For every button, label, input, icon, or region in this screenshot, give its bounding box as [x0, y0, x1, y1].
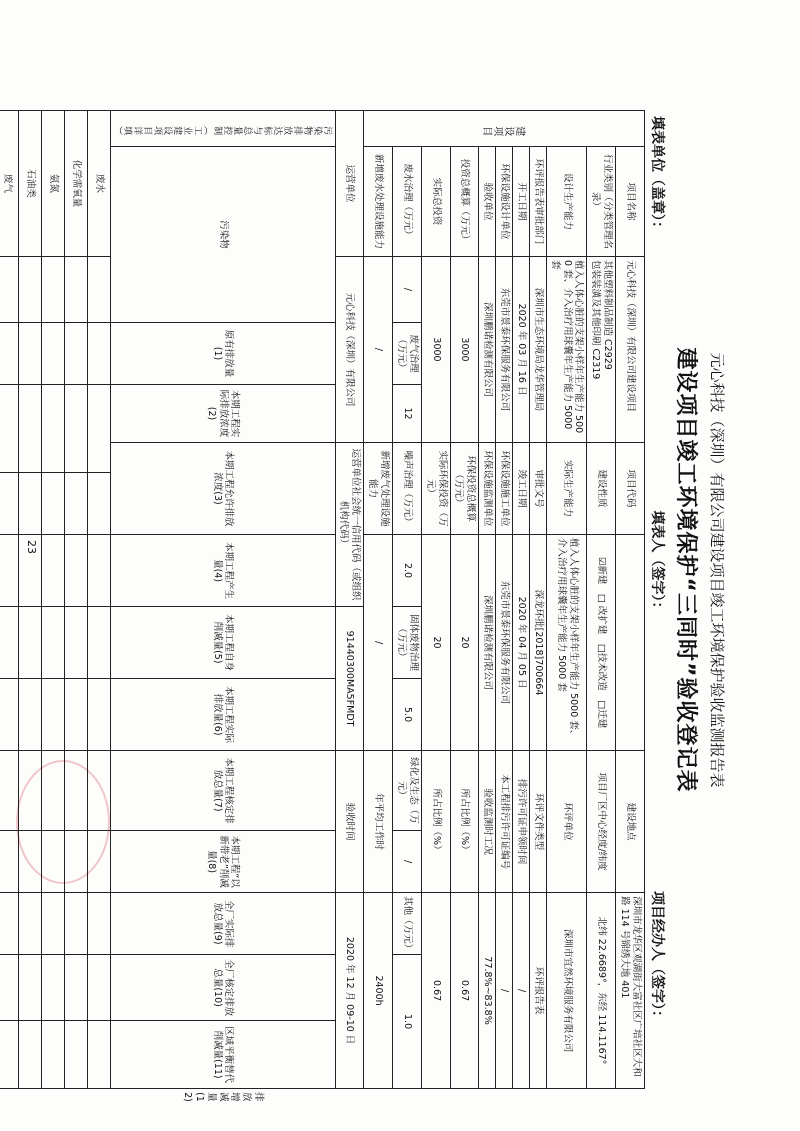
pollutant-value: [0, 535, 18, 607]
pollutant-value: [87, 385, 110, 473]
pollutant-value: [0, 831, 18, 893]
label-design-unit: 环保设施设计单位: [496, 147, 513, 257]
pollutant-value: [0, 955, 18, 1021]
col-head-6: 本期工程实际排放量(6): [110, 679, 335, 751]
value-check-date: 2020 年 12 月 09-10 日: [335, 893, 364, 1089]
pollutant-value: [87, 955, 110, 1021]
label-other-treatment: 其他（万元）: [393, 893, 422, 955]
pollutant-value: [64, 893, 87, 955]
label-env-investment: 环保投资总概算（万元）: [450, 443, 479, 535]
pollutant-value: [87, 607, 110, 679]
label-new-gas-capacity: 新增废气处理设施能力: [364, 443, 393, 535]
form-title: 建设项目竣工环境保护“三同时”验收登记表: [673, 347, 698, 793]
pollutant-value: [87, 751, 110, 831]
row-capacity: [546, 111, 587, 1089]
pollutant-value: [41, 473, 64, 535]
pollutant-value: [64, 831, 87, 893]
pollutant-value: [18, 679, 41, 751]
pollutant-value: [0, 473, 18, 535]
col-head-pollutant: 污染物: [110, 147, 335, 323]
value-eia-type: 环评报告表: [530, 893, 547, 1089]
value-credit-code: 91440300MA5FMDT: [335, 607, 364, 751]
value-actual-capacity: 植入人体心脏的支架小样年生产能力 5000 套、介入治疗用球囊年生产能力 5000 套: [546, 535, 587, 751]
label-check-unit: 验收单位: [479, 147, 496, 257]
label-build-unit: 环保设施施工单位: [496, 443, 513, 535]
col-head-3: 本期工程允许排放浓度(3): [110, 443, 335, 535]
row-approval: [530, 111, 547, 1089]
pollutant-row: [0, 111, 18, 1089]
value-annual-hours: 2400h: [364, 893, 393, 1089]
pollutant-value: [64, 323, 87, 385]
value-permit-time: /: [513, 893, 530, 1089]
pollutant-value: [0, 679, 18, 751]
label-actual-ratio: 所占比例（%）: [421, 751, 450, 893]
pollutant-value: [0, 1021, 18, 1089]
pollutant-value: [0, 323, 18, 385]
pollutant-name: 石油类: [18, 111, 41, 257]
value-completion-date: 2020 年 04 月 05 日: [513, 535, 530, 751]
label-actual-capacity: 实际生产能力: [546, 443, 587, 535]
row-start-date: [513, 111, 530, 1089]
row-check-unit: [479, 111, 496, 1089]
label-approval-dept: 环评报告表审批部门: [530, 147, 547, 257]
value-total-investment: 3000: [450, 257, 479, 443]
pollutant-value: [41, 955, 64, 1021]
pollutant-value: [0, 257, 18, 323]
pollutant-value: [41, 257, 64, 323]
label-approval-doc: 审批文号: [530, 443, 547, 535]
label-permit-time: 排污许可证申领时间: [513, 751, 530, 893]
value-monitor-unit: 深圳鹏诺检测有限公司: [479, 535, 496, 751]
value-other-treatment: 1.0: [393, 955, 422, 1089]
pollutant-name: 废气: [0, 111, 18, 257]
label-annual-hours: 年平均工作时: [364, 751, 393, 893]
label-design-capacity: 设计生产能力: [546, 147, 587, 257]
row-new-capacity: [364, 111, 393, 1089]
value-water-treatment: /: [393, 257, 422, 323]
value-new-gas-capacity: /: [364, 535, 393, 751]
value-permit-number: /: [496, 893, 513, 1089]
pollutant-value: [18, 323, 41, 385]
fill-person-label: 填表人（签字）：: [649, 510, 665, 616]
pollutant-value: [18, 893, 41, 955]
value-solid-treatment: 5.0: [393, 679, 422, 751]
value-project-name: 元心科技（深圳）有限公司建设项目: [616, 257, 645, 443]
value-approval-dept: 深圳市生态环境局龙华管理局: [530, 257, 547, 443]
pollutant-value: [18, 607, 41, 679]
label-green-treatment: 绿化及生态（万元）: [393, 751, 422, 831]
value-site: 深圳市龙华区观湖街大富社区广培社区大和路 114 号锦绣大地 401: [616, 893, 645, 1089]
value-design-unit: 东莞市景泰环保服务有限公司: [496, 257, 513, 443]
label-credit-code: 运营单位社会统一信用代码（或组织机构代码）: [335, 443, 364, 607]
row-project-name: [616, 111, 645, 1089]
label-industry: 行业类别（分类管理名录）: [587, 147, 616, 257]
col-head-7: 本期工程核定排放总量(7): [110, 751, 335, 831]
value-center-coord: 北纬 22.6689°，东经 114.1167°: [587, 893, 616, 1089]
row-design-unit: [496, 111, 513, 1089]
value-operator: 元心科技（深圳）有限公司: [335, 257, 364, 443]
value-actual-env-investment: 20: [421, 535, 450, 751]
value-design-capacity: 植入人体心脏的支架小样年生产能力 5000 套、介入治疗用球囊年生产能力 5000 套: [546, 257, 587, 443]
pollutant-name: 氨氮: [41, 111, 64, 257]
label-nature: 建设性质: [587, 443, 616, 535]
pollutant-value: [64, 257, 87, 323]
pollutant-value: [64, 607, 87, 679]
pollutant-value: [87, 473, 110, 535]
pollutant-value: [0, 607, 18, 679]
value-check-unit: 深圳鹏诺检测有限公司: [479, 257, 496, 443]
pollutant-value: [87, 679, 110, 751]
pollutant-value: [87, 1021, 110, 1089]
signer-row: [648, 110, 668, 1030]
pollutant-value: [41, 535, 64, 607]
registration-table: [0, 110, 645, 1102]
label-eia-type: 环评文件类型: [530, 751, 547, 893]
label-eia-unit: 环评单位: [546, 751, 587, 893]
fill-unit-label: 填表单位（盖章）：: [649, 116, 665, 235]
pollutant-name: 化学需氧量: [64, 111, 87, 257]
value-start-date: 2020 年 03 月 16 日: [513, 257, 530, 443]
value-build-unit: 东莞市景泰环保服务有限公司: [496, 535, 513, 751]
label-total-investment: 投资总概算（万元）: [450, 147, 479, 257]
label-check-date: 验收时间: [335, 751, 364, 893]
section-label-pollution: 污染物排放达标与总量控制（工业建设项目详填）: [110, 111, 335, 147]
col-head-2: 本期工程实际排放浓度(2): [110, 385, 335, 443]
row-treatment: [393, 111, 422, 1089]
pollutant-value: [0, 893, 18, 955]
label-new-water-capacity: 新增废水处理设施能力: [364, 147, 393, 257]
label-ratio: 所占比例（%）: [450, 751, 479, 893]
pollutant-value: [64, 385, 87, 473]
section-label-construction: 建设项目: [364, 111, 645, 147]
pollutant-value: [64, 1021, 87, 1089]
project-manager-label: 项目经办人（签字）：: [649, 891, 665, 1024]
value-approval-doc: 深龙环批[2018]700664: [530, 535, 547, 751]
value-actual-investment: 3000: [421, 257, 450, 443]
pollutant-value: [41, 323, 64, 385]
value-industry: 其他塑料制品制造 C2929 包装装潢及其他印刷 C2319: [587, 257, 616, 443]
pollutant-value: [18, 473, 41, 535]
value-actual-ratio: 0.67: [421, 893, 450, 1089]
pollutant-value: [64, 955, 87, 1021]
col-head-11: 区域平衡替代削减量(11): [110, 1021, 335, 1089]
pollutant-value: [87, 893, 110, 955]
label-noise-treatment: 噪声治理（万元）: [393, 443, 422, 535]
pollutant-name: 废水: [87, 111, 110, 257]
pollutant-value: [64, 535, 87, 607]
pollutant-value: [18, 257, 41, 323]
pollutant-value: [41, 1021, 64, 1089]
pollutant-value: [41, 893, 64, 955]
pollutant-row: [41, 111, 64, 1089]
value-env-investment: 20: [450, 535, 479, 751]
pollutant-value: [87, 535, 110, 607]
label-start-date: 开工日期: [513, 147, 530, 257]
pollutant-value: [64, 473, 87, 535]
label-monitor-unit: 环保设施监测单位: [479, 443, 496, 535]
label-site: 建设地点: [616, 751, 645, 893]
label-air-treatment: 废气治理（万元）: [393, 323, 422, 385]
pollutant-value: [41, 831, 64, 893]
pollutant-value: [41, 751, 64, 831]
pollutant-value: [64, 679, 87, 751]
value-eia-unit: 深圳市宜然环境服务有限公司: [546, 893, 587, 1089]
label-solid-treatment: 固体废物治理（万元）: [393, 607, 422, 679]
value-new-water-capacity: /: [364, 257, 393, 443]
pollutant-row: [18, 111, 41, 1089]
pollutant-value: [87, 257, 110, 323]
pollutant-value: [18, 831, 41, 893]
row-actual-investment: [421, 111, 450, 1089]
pollutant-value: [64, 751, 87, 831]
value-noise-treatment: 2.0: [393, 535, 422, 607]
pollutant-value: [41, 679, 64, 751]
label-actual-investment: 实际总投资: [421, 147, 450, 257]
pollutant-value: [18, 955, 41, 1021]
row-investment: [450, 111, 479, 1089]
value-project-code: [616, 535, 645, 751]
label-operator: 运营单位: [335, 111, 364, 257]
value-ratio: 0.67: [450, 893, 479, 1089]
row-operator: [335, 111, 364, 1089]
value-nature: ☑新建 □ 改扩建 □技术改造 □迁建: [587, 535, 616, 751]
value-green-treatment: /: [393, 831, 422, 893]
label-project-name: 项目名称: [616, 147, 645, 257]
form-body: [0, 110, 728, 1102]
label-water-treatment: 废水治理（万元）: [393, 147, 422, 257]
pollutant-value: [41, 607, 64, 679]
pollutant-value: [41, 385, 64, 473]
page-number: 23: [25, 540, 38, 554]
label-work-condition: 验收监测时工况: [479, 751, 496, 893]
col-head-10: 全厂核定排放总量(10): [110, 955, 335, 1021]
col-head-5: 本期工程自身削减量(5): [110, 607, 335, 679]
pollutant-row: [87, 111, 110, 1089]
label-project-code: 项目代码: [616, 443, 645, 535]
row-industry: [587, 111, 616, 1089]
value-air-treatment: 12: [393, 385, 422, 443]
pollutant-value: [87, 831, 110, 893]
label-center-coord: 项目厂区中心经度/纬度: [587, 751, 616, 893]
col-head-8: 本期工程“以新带老”削减量(8): [110, 831, 335, 893]
value-work-condition: 77.8%~83.8%: [479, 893, 496, 1089]
label-permit-number: 本工程排污许可证编号: [496, 751, 513, 893]
col-head-1: 原有排放量(1): [110, 323, 335, 385]
pollutant-row: [64, 111, 87, 1089]
pollutant-value: [18, 1021, 41, 1089]
pollutant-value: [0, 385, 18, 473]
pollutant-value: [18, 385, 41, 473]
label-completion-date: 竣工日期: [513, 443, 530, 535]
label-actual-env-investment: 实际环保投资（万元）: [421, 443, 450, 535]
pollutant-value: [18, 751, 41, 831]
col-head-4: 本期工程产生量(4): [110, 535, 335, 607]
col-head-9: 全厂实际排放总量(9): [110, 893, 335, 955]
report-title: 元心科技（深圳）有限公司建设项目竣工环境保护验收监测报告表: [708, 352, 726, 788]
pollutant-value: [0, 751, 18, 831]
pollutant-header-row: 污染物排放达标与总量控制（工业建设项目详填） 污染物 原有排放量(1) 本期工程实际排放浓度(2) 本期工程允许排放浓度(3) 本期工程产生量(4) 本期工程自身削减量(5) 本期工程实际排放量(6) 本期工程核定排放总量(7) 本期工程“以新带老”削减量(8) 全厂实际排放总量(9) 全厂核定排放总量(10) 区域平衡替代削减量(11) 排放增减量(12): [110, 111, 335, 1089]
pollutant-value: [87, 323, 110, 385]
